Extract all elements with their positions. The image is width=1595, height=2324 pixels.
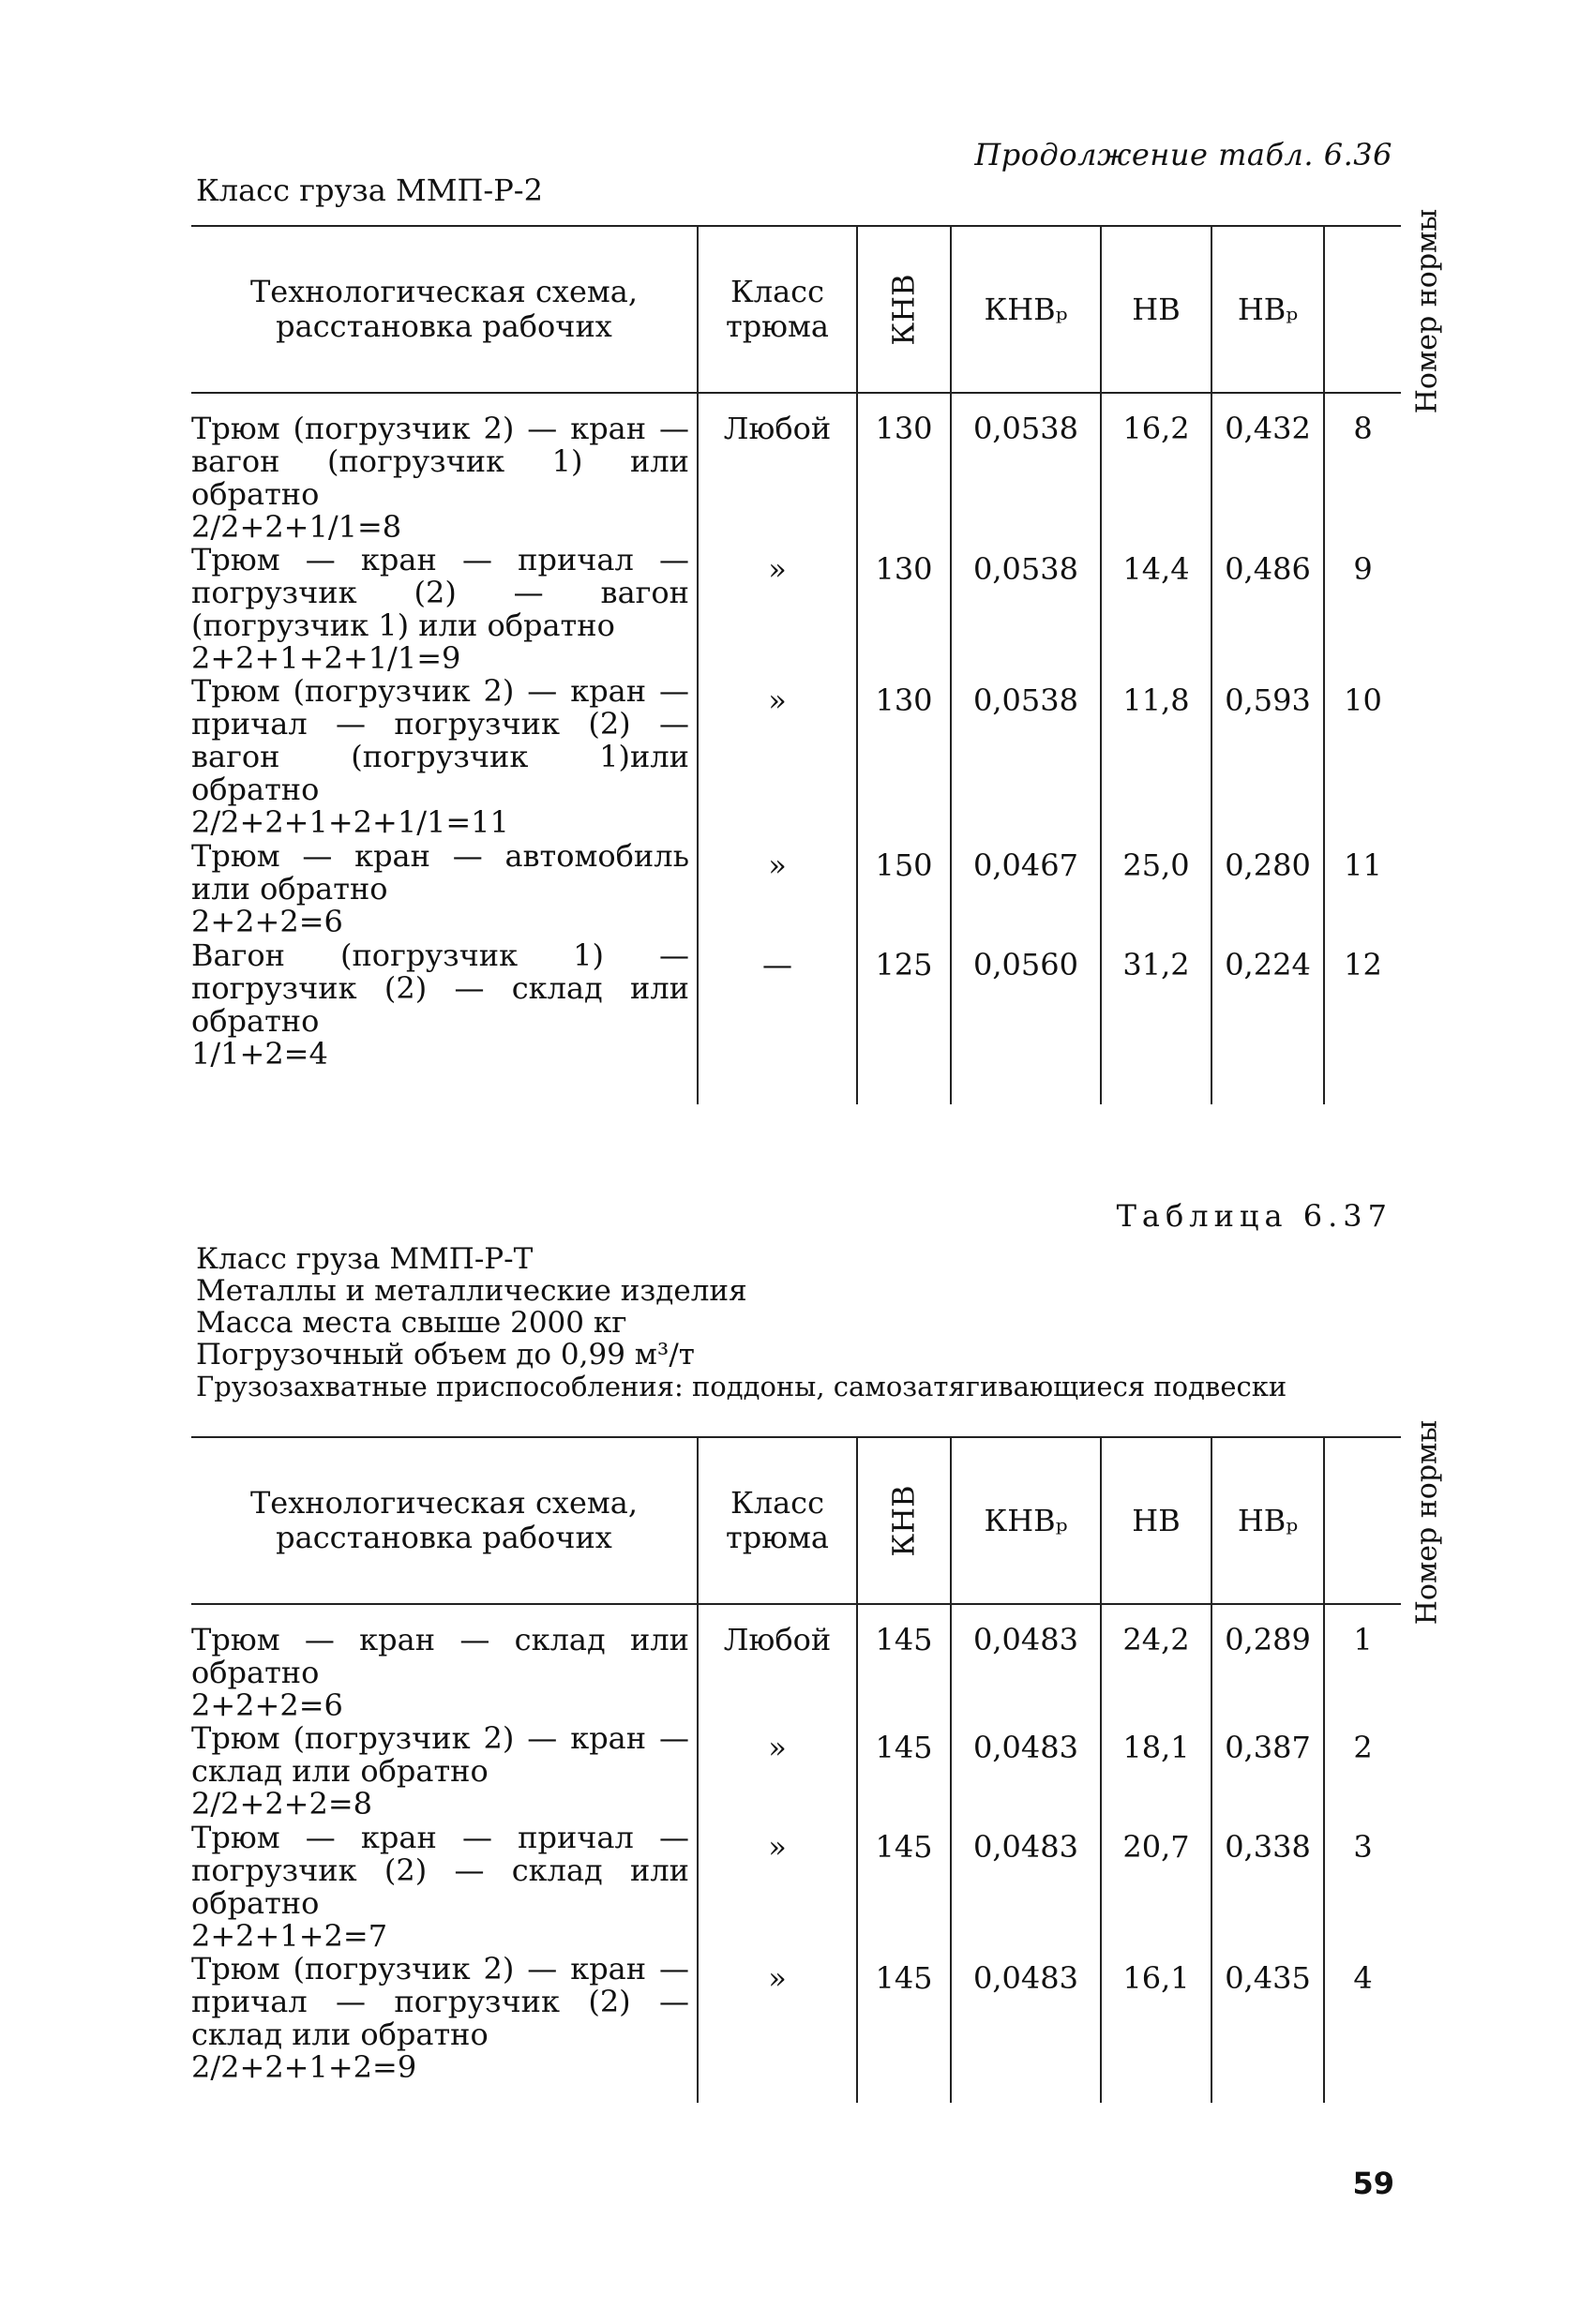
norm-cell: 1 [1324,1604,1401,1722]
table2-header-nvr: НВₚ [1211,1437,1324,1604]
table1-cargo-class: Класс груза ММП-Р-2 [196,172,543,208]
norm-cell: 11 [1324,840,1401,939]
norm-cell: 4 [1324,1953,1401,2103]
hold-class-cell: » [698,1953,857,2103]
scheme-cell [191,1822,698,1953]
scheme-formula: 2/2+2+1/1=8 [191,509,402,545]
knv-cell: 130 [857,544,951,675]
table2-meta-line: Масса места свыше 2000 кг [196,1306,627,1340]
table-row [191,675,1401,840]
continuation-caption: Продолжение табл. 6.36 [974,137,1392,172]
hold-class-cell: » [698,840,857,939]
norm-cell: 10 [1324,675,1401,840]
nv-cell: 16,1 [1101,1953,1211,2103]
hold-class-cell: » [698,1822,857,1953]
hold-class-cell: » [698,1722,857,1822]
table2-meta-line: Грузозахватные приспособления: поддоны, самозатягивающиеся подвески [196,1371,1287,1402]
nvr-cell: 0,435 [1211,1953,1324,2103]
scheme-text: Трюм (погрузчик 2) — кран — причал — погрузчик (2) — склад или обратно [191,1951,689,2052]
scheme-formula: 2/2+2+2=8 [191,1786,373,1822]
scheme-cell [191,393,698,544]
norm-cell: 8 [1324,393,1401,544]
table-row [191,939,1401,1104]
hold-class-cell: » [698,544,857,675]
scheme-cell [191,1953,698,2103]
table1 [191,208,1444,1104]
nvr-cell: 0,280 [1211,840,1324,939]
nv-cell: 18,1 [1101,1722,1211,1822]
table1-header-norm-cell [1324,208,1444,413]
scheme-cell [191,544,698,675]
scheme-text: Трюм (погрузчик 2) — кран — склад или обратно [191,1720,689,1789]
hold-class-cell: — [698,939,857,1104]
table2-header-knvr: КНВₚ [951,1437,1101,1604]
scheme-cell [191,1722,698,1822]
hold-class-cell: Любой [698,393,857,544]
table-row [191,393,1401,544]
scheme-text: Трюм (погрузчик 2) — кран — причал — погрузчик (2) — вагон (погрузчик 1)или обратно [191,673,689,807]
table1-header-knv-cell [857,226,951,393]
hold-class-cell: Любой [698,1604,857,1722]
table-row [191,840,1401,939]
nv-cell: 24,2 [1101,1604,1211,1722]
table-row [191,544,1401,675]
table1-header-nv: НВ [1101,226,1211,393]
nvr-cell: 0,224 [1211,939,1324,1104]
table2-header-hold-class: Класс трюма [698,1437,857,1604]
scheme-text: Трюм — кран — причал — погрузчик (2) — склад или обратно [191,1820,689,1921]
knvr-cell: 0,0467 [951,840,1101,939]
norm-cell: 3 [1324,1822,1401,1953]
table1-header-hold-class: Класс трюма [698,226,857,393]
nv-cell: 16,2 [1101,393,1211,544]
nv-cell: 11,8 [1101,675,1211,840]
table2-header-norm-cell [1324,1419,1444,1625]
table1-header-scheme: Технологическая схема, расстановка рабочих [249,274,639,344]
table1-header-nvr: НВₚ [1211,226,1324,393]
table2-title: Таблица 6.37 [1116,1198,1392,1234]
table2-header-norm: Номер нормы [1410,1419,1444,1625]
table2-header-scheme: Технологическая схема, расстановка рабочих [249,1485,639,1555]
knvr-cell: 0,0483 [951,1953,1101,2103]
nv-cell: 14,4 [1101,544,1211,675]
table2-meta-line: Класс груза ММП-Р-Т [196,1242,534,1276]
scheme-text: Трюм — кран — причал — погрузчик (2) — вагон (погрузчик 1) или обратно [191,542,689,643]
norm-cell: 9 [1324,544,1401,675]
scheme-formula: 2+2+2=6 [191,1687,343,1723]
scheme-cell [191,1604,698,1722]
nvr-cell: 0,486 [1211,544,1324,675]
nv-cell: 20,7 [1101,1822,1211,1953]
knvr-cell: 0,0538 [951,393,1101,544]
page-number: 59 [1352,2166,1394,2201]
table2-header-knv-cell [857,1437,951,1604]
scheme-formula: 1/1+2=4 [191,1036,328,1072]
table2-meta-line: Металлы и металлические изделия [196,1274,747,1308]
knvr-cell: 0,0483 [951,1822,1101,1953]
nvr-cell: 0,387 [1211,1722,1324,1822]
norm-cell: 2 [1324,1722,1401,1822]
table2-meta-line: Погрузочный объем до 0,99 м³/т [196,1338,695,1372]
scheme-cell [191,939,698,1104]
nvr-cell: 0,432 [1211,393,1324,544]
knvr-cell: 0,0483 [951,1722,1101,1822]
knv-cell: 130 [857,393,951,544]
knv-cell: 145 [857,1604,951,1722]
scheme-text: Трюм (погрузчик 2) — кран — вагон (погрузчик 1) или обратно [191,411,689,512]
scheme-formula: 2+2+1+2+1/1=9 [191,640,461,676]
scheme-formula: 2/2+2+1+2+1/1=11 [191,804,509,840]
nv-cell: 31,2 [1101,939,1211,1104]
table1-header-knvr: КНВₚ [951,226,1101,393]
scheme-text: Трюм — кран — автомобиль или обратно [191,838,689,907]
knv-cell: 125 [857,939,951,1104]
table-row [191,1604,1401,1722]
scheme-formula: 2+2+1+2=7 [191,1918,388,1954]
knvr-cell: 0,0560 [951,939,1101,1104]
knvr-cell: 0,0538 [951,675,1101,840]
table-row [191,1953,1401,2103]
nvr-cell: 0,289 [1211,1604,1324,1722]
nvr-cell: 0,593 [1211,675,1324,840]
knvr-cell: 0,0483 [951,1604,1101,1722]
hold-class-cell: » [698,675,857,840]
table1-header-norm: Номер нормы [1410,208,1444,413]
table-row [191,1822,1401,1953]
nv-cell: 25,0 [1101,840,1211,939]
scheme-text: Трюм — кран — склад или обратно [191,1622,689,1690]
knv-cell: 150 [857,840,951,939]
knv-cell: 145 [857,1822,951,1953]
nvr-cell: 0,338 [1211,1822,1324,1953]
knvr-cell: 0,0538 [951,544,1101,675]
scheme-cell [191,840,698,939]
table2-header-knv: КНВ [885,1484,922,1557]
table2 [191,1419,1444,2103]
scheme-formula: 2+2+2=6 [191,904,343,939]
knv-cell: 130 [857,675,951,840]
table2-header-nv: НВ [1101,1437,1211,1604]
scheme-formula: 2/2+2+1+2=9 [191,2049,417,2085]
knv-cell: 145 [857,1722,951,1822]
knv-cell: 145 [857,1953,951,2103]
norm-cell: 12 [1324,939,1401,1104]
scheme-text: Вагон (погрузчик 1) — погрузчик (2) — склад или обратно [191,937,689,1039]
scheme-cell [191,675,698,840]
table1-header-knv: КНВ [885,273,922,346]
table-row [191,1722,1401,1822]
